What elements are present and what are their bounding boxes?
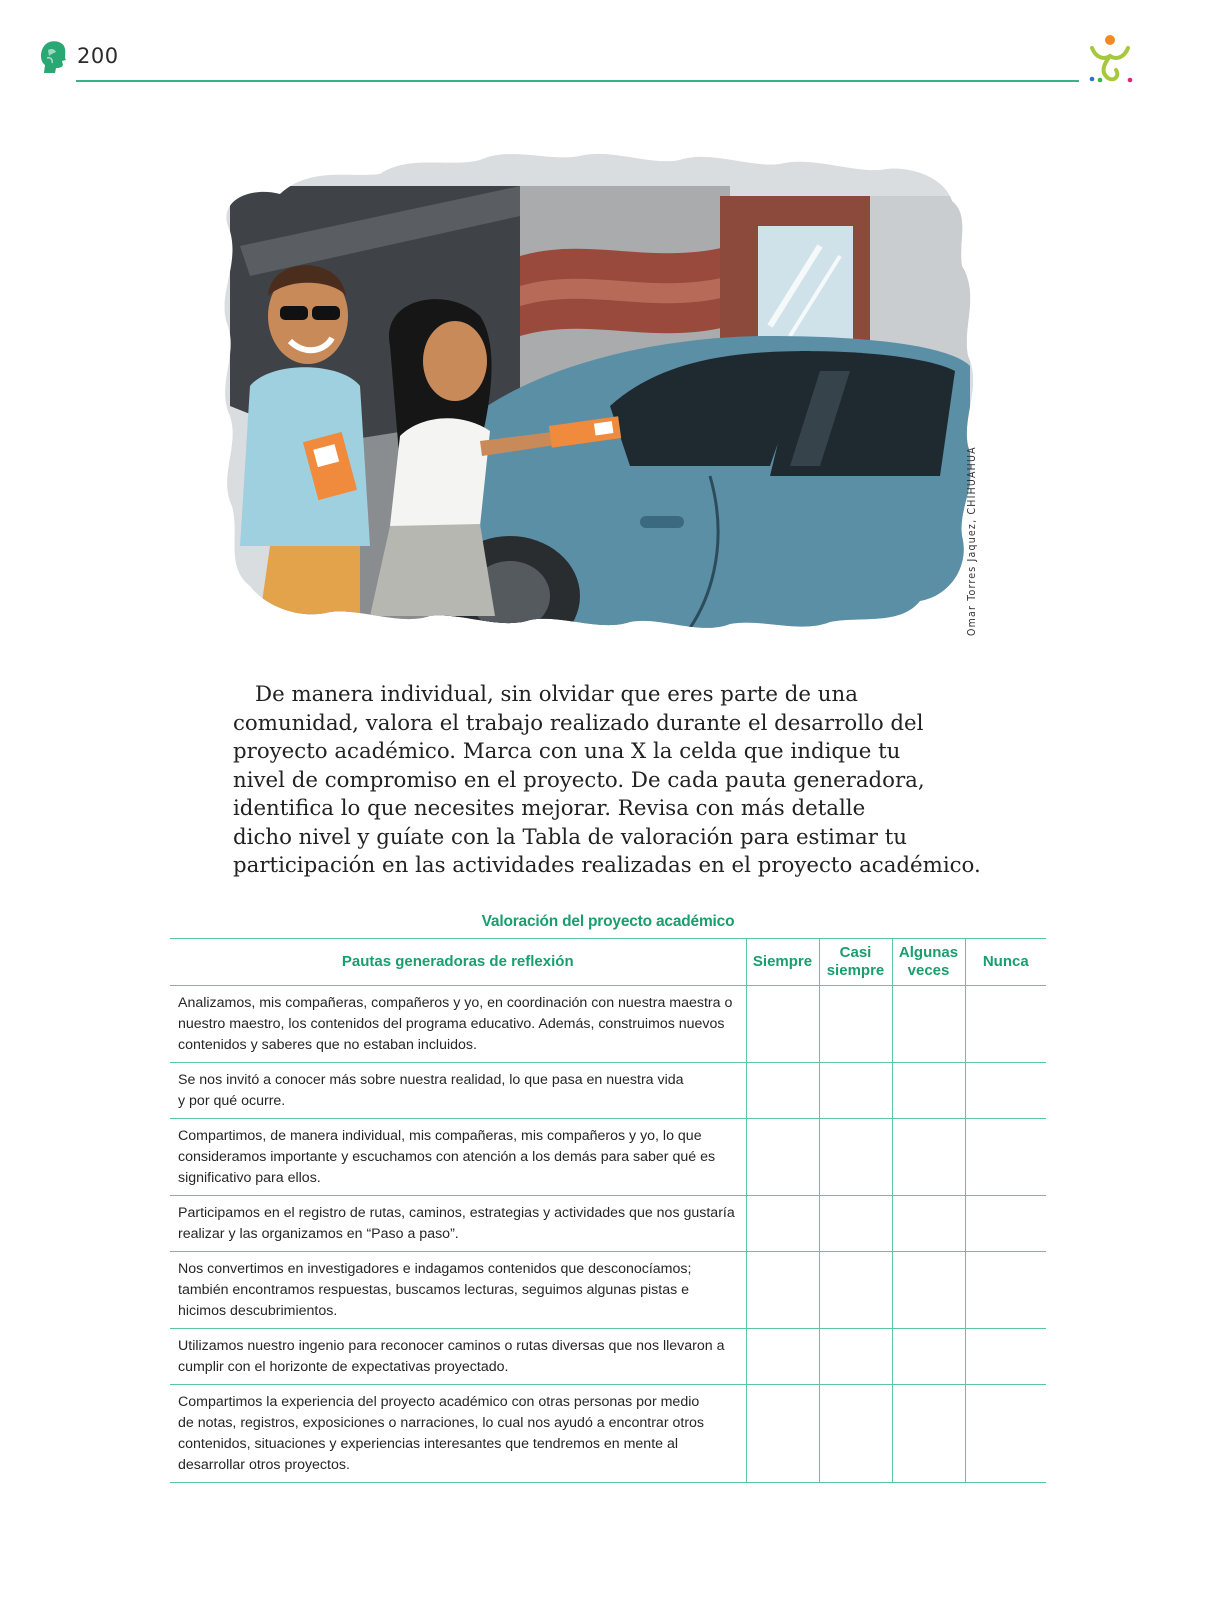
table-row [170,1252,1046,1329]
pauta-line: nuestro maestro, los contenidos del programa educativo. Además, construimos nuevos [178,1016,725,1032]
pauta-line: significativo para ellos. [178,1170,321,1186]
check-cell-casi-siempre[interactable] [819,1196,892,1252]
pauta-line: consideramos importante y escuchamos con atención a los demás para saber qué es [178,1149,716,1165]
header-nunca: Nunca [965,939,1046,986]
pauta-line: realizar y las organizamos en “Paso a paso”. [178,1226,459,1242]
students-handing-flyers-illustration [210,146,995,641]
pauta-line: desarrollar otros proyectos. [178,1457,350,1473]
pauta-line: Utilizamos nuestro ingenio para reconocer caminos o rutas diversas que nos llevaron a [178,1338,725,1354]
head-profile-logo-icon [38,40,68,74]
header-line: siempre [826,962,885,979]
header-pautas: Pautas generadoras de reflexión [170,939,746,986]
check-cell-casi-siempre[interactable] [819,1385,892,1483]
check-cell-siempre[interactable] [746,1385,819,1483]
pauta-cell [170,1119,746,1196]
check-cell-algunas-veces[interactable] [892,1063,965,1119]
table-row [170,1119,1046,1196]
table-row [170,1329,1046,1385]
pauta-line: Nos convertimos en investigadores e indagamos contenidos que desconocíamos; [178,1261,692,1277]
check-cell-casi-siempre[interactable] [819,1063,892,1119]
page-number: 200 [77,44,119,68]
check-cell-siempre[interactable] [746,1329,819,1385]
pauta-line: también encontramos respuestas, buscamos lecturas, seguimos algunas pistas e [178,1282,690,1298]
pauta-line: Analizamos, mis compañeras, compañeros y yo, en coordinación con nuestra maestra o [178,995,733,1011]
pauta-cell [170,1252,746,1329]
header-line: veces [907,962,950,979]
pauta-line: Compartimos, de manera individual, mis compañeras, mis compañeros y yo, lo que [178,1128,702,1144]
pauta-cell [170,1196,746,1252]
check-cell-siempre[interactable] [746,986,819,1063]
check-cell-algunas-veces[interactable] [892,1196,965,1252]
check-cell-siempre[interactable] [746,1252,819,1329]
header-casi-siempre [819,939,892,986]
check-cell-siempre[interactable] [746,1196,819,1252]
pauta-cell [170,1385,746,1483]
header-algunas-veces [892,939,965,986]
pauta-line: Participamos en el registro de rutas, caminos, estrategias y actividades que nos gustaría [178,1205,735,1221]
header-line: Casi [839,944,872,961]
pauta-cell [170,1329,746,1385]
check-cell-casi-siempre[interactable] [819,986,892,1063]
pauta-line: hicimos descubrimientos. [178,1303,338,1319]
series-figure-logo-icon [1086,34,1138,86]
check-cell-nunca[interactable] [965,1119,1046,1196]
pauta-cell [170,986,746,1063]
check-cell-algunas-veces[interactable] [892,1119,965,1196]
pauta-line: de notas, registros, exposiciones o narraciones, lo cual nos ayudó a encontrar otros [178,1415,705,1431]
pauta-line: y por qué ocurre. [178,1093,286,1109]
illustration-credit: Omar Torres Jaquez, CHIHUAHUA [966,446,978,636]
check-cell-nunca[interactable] [965,1063,1046,1119]
page-header [0,0,1214,90]
pauta-line: Compartimos la experiencia del proyecto académico con otras personas por medio [178,1394,700,1410]
check-cell-nunca[interactable] [965,1385,1046,1483]
check-cell-casi-siempre[interactable] [819,1252,892,1329]
check-cell-casi-siempre[interactable] [819,1329,892,1385]
check-cell-siempre[interactable] [746,1119,819,1196]
check-cell-casi-siempre[interactable] [819,1119,892,1196]
table-row [170,1063,1046,1119]
header-line: Algunas [898,944,959,961]
check-cell-nunca[interactable] [965,1196,1046,1252]
header-rule [76,80,1079,82]
check-cell-nunca[interactable] [965,1329,1046,1385]
pauta-line: contenidos y saberes que no estaban incluidos. [178,1037,477,1053]
valoracion-table [170,938,1046,1483]
intro-line: comunidad, valora el trabajo realizado durante el desarrollo del [233,710,924,736]
intro-line: De manera individual, sin olvidar que eres parte de una [255,682,858,707]
check-cell-algunas-veces[interactable] [892,1385,965,1483]
pauta-cell [170,1063,746,1119]
intro-line: nivel de compromiso en el proyecto. De cada pauta generadora, [233,767,925,793]
intro-line: dicho nivel y guíate con la Tabla de valoración para estimar tu [233,824,907,850]
pauta-line: cumplir con el horizonte de expectativas proyectado. [178,1359,509,1375]
check-cell-algunas-veces[interactable] [892,1252,965,1329]
pauta-line: Se nos invitó a conocer más sobre nuestra realidad, lo que pasa en nuestra vida [178,1072,684,1088]
check-cell-nunca[interactable] [965,986,1046,1063]
pauta-line: contenidos, situaciones y experiencias interesantes que tendremos en mente al [178,1436,679,1452]
table-title: Valoración del proyecto académico [481,913,735,930]
table-header-row [170,939,1046,986]
intro-line: identifica lo que necesites mejorar. Revisa con más detalle [233,796,866,821]
intro-line: participación en las actividades realizadas en el proyecto académico. [233,853,981,878]
check-cell-algunas-veces[interactable] [892,1329,965,1385]
check-cell-algunas-veces[interactable] [892,986,965,1063]
intro-paragraph [233,681,981,881]
header-siempre: Siempre [746,939,819,986]
intro-line: proyecto académico. Marca con una X la celda que indique tu [233,739,901,764]
table-row [170,1385,1046,1483]
check-cell-nunca[interactable] [965,1252,1046,1329]
table-row [170,986,1046,1063]
check-cell-siempre[interactable] [746,1063,819,1119]
table-row [170,1196,1046,1252]
